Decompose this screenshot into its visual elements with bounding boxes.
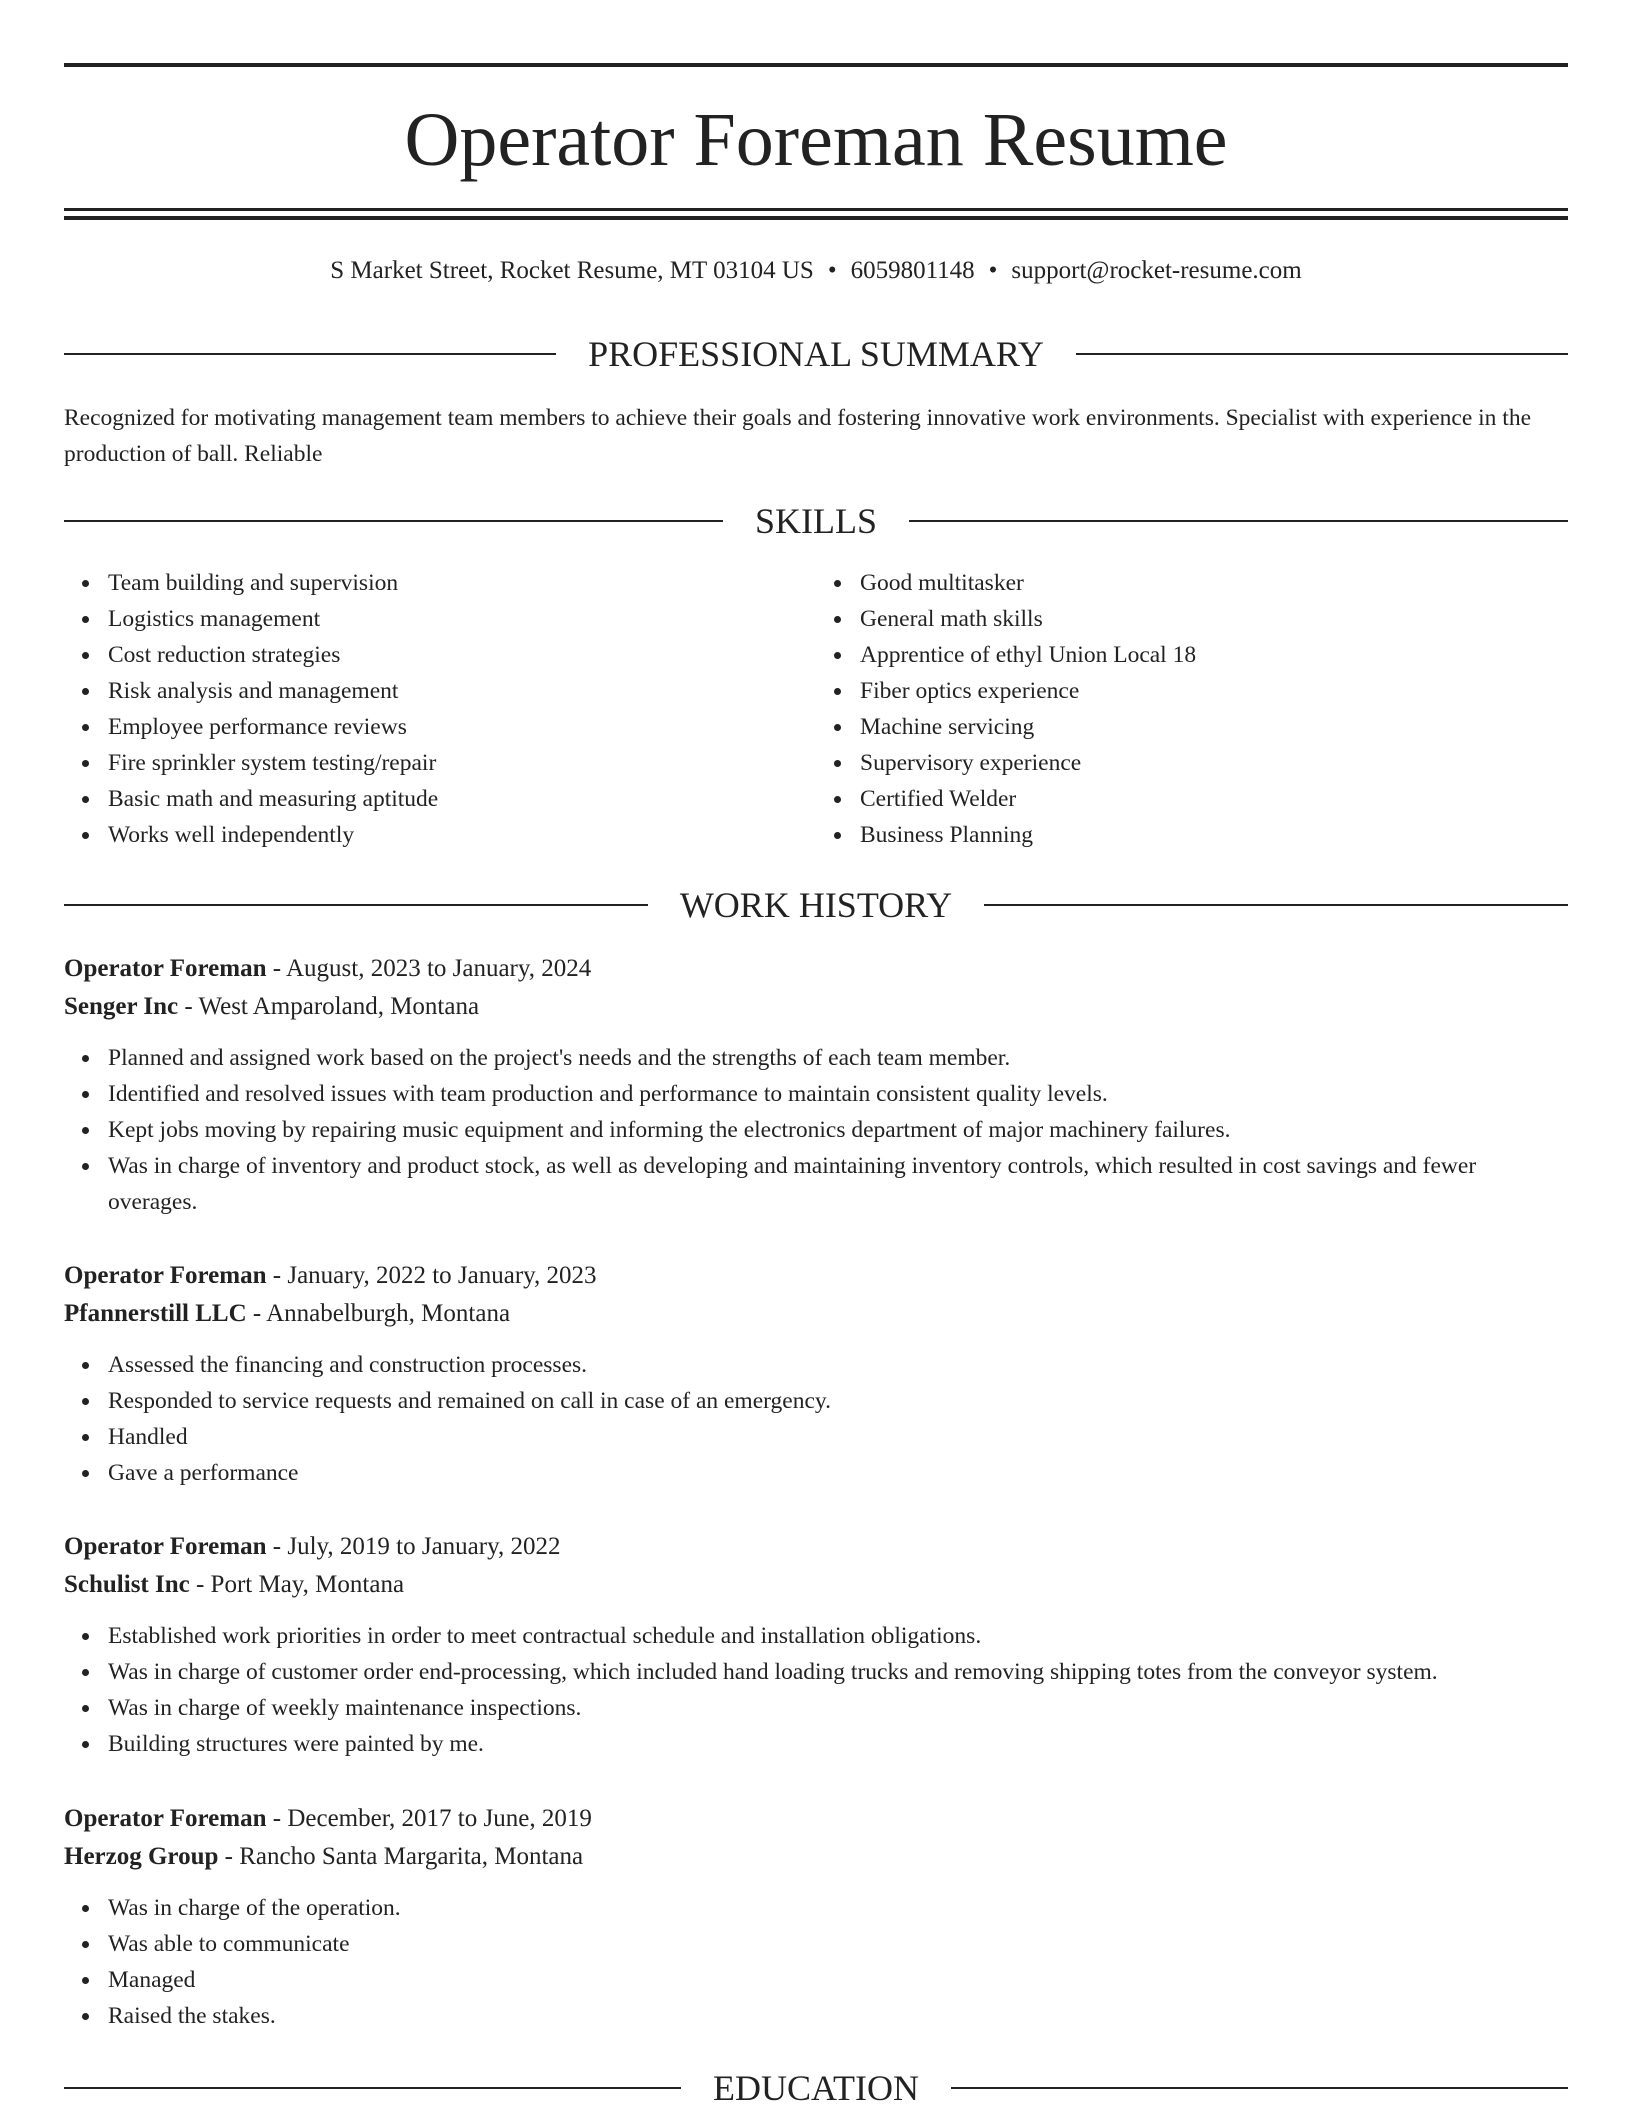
skill-item: Machine servicing — [860, 709, 1568, 745]
heading-rule-right — [984, 904, 1568, 906]
contact-email: support@rocket-resume.com — [1011, 257, 1302, 284]
job-dates: - August, 2023 to January, 2024 — [266, 955, 592, 982]
job-title: Operator Foreman — [64, 1533, 267, 1560]
work-history-heading — [64, 883, 1568, 927]
job-duty: Gave a performance — [108, 1455, 1568, 1491]
skill-item: Works well independently — [108, 817, 816, 853]
job-dates: - July, 2019 to January, 2022 — [266, 1533, 561, 1560]
contact-separator: • — [988, 257, 998, 284]
job-company: Pfannerstill LLC — [64, 1300, 247, 1327]
skill-item: Fire sprinkler system testing/repair — [108, 745, 816, 781]
skills-heading-label: SKILLS — [755, 501, 878, 541]
job-duty: Assessed the financing and construction processes. — [108, 1347, 1568, 1383]
heading-rule-right — [909, 520, 1568, 522]
job-duty: Was in charge of the operation. — [108, 1890, 1568, 1926]
skill-item: Certified Welder — [860, 781, 1568, 817]
skills-columns — [64, 565, 1568, 853]
job-dates: - December, 2017 to June, 2019 — [266, 1805, 592, 1832]
heading-rule-left — [64, 904, 648, 906]
skill-item: Cost reduction strategies — [108, 637, 816, 673]
job-duty: Was in charge of weekly maintenance inspections. — [108, 1690, 1568, 1726]
work-history-heading-label: WORK HISTORY — [679, 885, 953, 925]
heading-rule-left — [64, 353, 556, 355]
job-duty: Building structures were painted by me. — [108, 1726, 1568, 1762]
job-duties-list — [64, 1040, 1568, 1220]
skill-item: Supervisory experience — [860, 745, 1568, 781]
job-location: - Rancho Santa Margarita, Montana — [218, 1843, 584, 1870]
education-heading — [64, 2066, 1568, 2110]
job-entry — [64, 1800, 1568, 2034]
top-rule — [64, 63, 1568, 67]
skills-heading — [64, 499, 1568, 543]
education-heading-label: EDUCATION — [713, 2068, 919, 2108]
job-location: - Port May, Montana — [189, 1571, 405, 1598]
skill-item: General math skills — [860, 601, 1568, 637]
job-company: Herzog Group — [64, 1843, 219, 1870]
contact-address: S Market Street, Rocket Resume, MT 03104 US — [330, 257, 814, 284]
job-entry — [64, 950, 1568, 1220]
job-duty: Raised the stakes. — [108, 1998, 1568, 2034]
job-company-line — [64, 1566, 1568, 1604]
resume-title: Operator Foreman Resume — [404, 98, 1228, 182]
job-role-line — [64, 1800, 1568, 1838]
job-duty: Responded to service requests and remained on call in case of an emergency. — [108, 1383, 1568, 1419]
job-duties-list — [64, 1347, 1568, 1491]
skill-item: Logistics management — [108, 601, 816, 637]
job-location: - West Amparoland, Montana — [178, 993, 480, 1020]
job-title: Operator Foreman — [64, 955, 267, 982]
contact-line — [64, 255, 1568, 287]
job-title: Operator Foreman — [64, 1262, 267, 1289]
heading-rule-right — [951, 2087, 1568, 2089]
skills-list-left — [64, 565, 816, 853]
skills-list-right — [816, 565, 1568, 853]
job-duty: Established work priorities in order to meet contractual schedule and installation obligations. — [108, 1618, 1568, 1654]
skill-item: Fiber optics experience — [860, 673, 1568, 709]
skill-item: Risk analysis and management — [108, 673, 816, 709]
job-company-line — [64, 1295, 1568, 1333]
job-role-line — [64, 1528, 1568, 1566]
job-duty: Managed — [108, 1962, 1568, 1998]
job-duty: Was in charge of customer order end-processing, which included hand loading trucks and removing shipping totes from the conveyor system. — [108, 1654, 1568, 1690]
job-company-line — [64, 988, 1568, 1026]
skill-item: Business Planning — [860, 817, 1568, 853]
skill-item: Basic math and measuring aptitude — [108, 781, 816, 817]
heading-rule-left — [64, 2087, 681, 2089]
title-rule-upper — [64, 208, 1568, 211]
skill-item: Employee performance reviews — [108, 709, 816, 745]
job-title: Operator Foreman — [64, 1805, 267, 1832]
contact-separator: • — [827, 257, 837, 284]
job-dates: - January, 2022 to January, 2023 — [266, 1262, 597, 1289]
summary-heading — [64, 332, 1568, 376]
summary-text: Recognized for motivating management team members to achieve their goals and fostering innovative work environments. Specialist with experience in the production of ball. Reliable — [64, 405, 1531, 467]
job-role-line — [64, 1257, 1568, 1295]
heading-rule-right — [1076, 353, 1568, 355]
job-role-line — [64, 950, 1568, 988]
job-entry — [64, 1528, 1568, 1762]
job-duty: Handled — [108, 1419, 1568, 1455]
job-duty: Identified and resolved issues with team production and performance to maintain consistent quality levels. — [108, 1076, 1568, 1112]
job-company: Senger Inc — [64, 993, 179, 1020]
summary-heading-label: PROFESSIONAL SUMMARY — [588, 334, 1044, 374]
job-duty: Was able to communicate — [108, 1926, 1568, 1962]
skill-item: Good multitasker — [860, 565, 1568, 601]
job-company-line — [64, 1838, 1568, 1876]
job-duty: Kept jobs moving by repairing music equipment and informing the electronics department of major machinery failures. — [108, 1112, 1568, 1148]
skill-item: Team building and supervision — [108, 565, 816, 601]
skill-item: Apprentice of ethyl Union Local 18 — [860, 637, 1568, 673]
job-duty: Planned and assigned work based on the project's needs and the strengths of each team member. — [108, 1040, 1568, 1076]
job-company: Schulist Inc — [64, 1571, 190, 1598]
job-location: - Annabelburgh, Montana — [246, 1300, 511, 1327]
job-entry — [64, 1257, 1568, 1491]
job-duties-list — [64, 1618, 1568, 1762]
job-duties-list — [64, 1890, 1568, 2034]
job-duty: Was in charge of inventory and product stock, as well as developing and maintaining inventory controls, which resulted in cost savings and fewer overages. — [108, 1148, 1568, 1220]
contact-phone: 6059801148 — [850, 257, 975, 284]
heading-rule-left — [64, 520, 723, 522]
title-rule-lower — [64, 216, 1568, 220]
